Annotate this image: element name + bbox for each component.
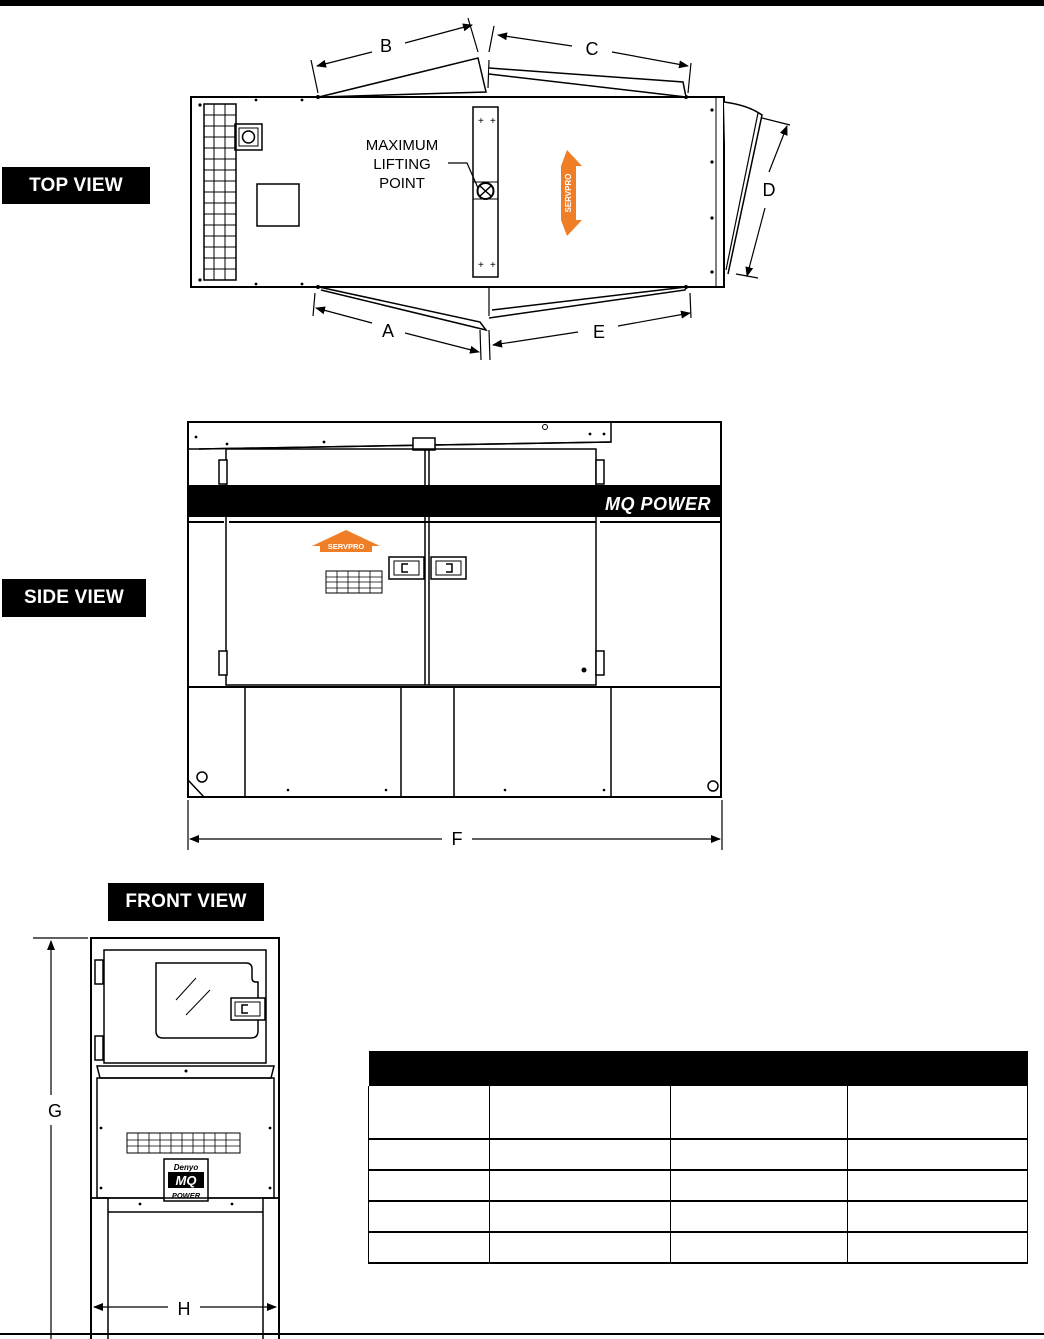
dimension-c-label: C (585, 39, 599, 59)
mq-power-logo: MQ POWER (605, 494, 711, 514)
dimension-e-label: E (592, 322, 606, 342)
dimension-g-label: G (47, 1101, 63, 1121)
lifting-point-label-2: LIFTING (373, 156, 431, 173)
dimension-f-label: F (451, 829, 463, 849)
table-cell (490, 1170, 671, 1201)
footer-rule (0, 1333, 1044, 1335)
table-column-header (490, 1086, 671, 1139)
front-badge-power: POWER (171, 1191, 201, 1200)
table-column-header (671, 1086, 848, 1139)
table-row (369, 1170, 1028, 1201)
table-row (369, 1232, 1028, 1263)
table-cell (490, 1232, 671, 1263)
table-row (369, 1201, 1028, 1232)
svg-text:+: + (490, 260, 496, 271)
table-row (369, 1139, 1028, 1170)
table-cell (848, 1201, 1028, 1232)
dimensions-table (368, 1051, 1028, 1264)
dimension-d-label: D (762, 180, 776, 200)
table-cell (848, 1139, 1028, 1170)
table-header (369, 1051, 1028, 1086)
table-column-header (369, 1086, 490, 1139)
table-cell (671, 1170, 848, 1201)
table-cell (490, 1139, 671, 1170)
svg-text:SERVPRO: SERVPRO (327, 542, 365, 551)
table-cell (671, 1201, 848, 1232)
front-badge-denyo: Denyo (173, 1163, 199, 1172)
table-cell (490, 1201, 671, 1232)
dimension-a-label: A (381, 321, 395, 341)
table-column-header (848, 1086, 1028, 1139)
table-header-bar (369, 1051, 1028, 1086)
svg-text:+: + (490, 116, 496, 127)
top-view-drawing (191, 58, 762, 330)
lifting-point-label-1: MAXIMUM (365, 137, 439, 154)
table-cell (671, 1139, 848, 1170)
table-cell (671, 1232, 848, 1263)
table-cell (369, 1201, 490, 1232)
front-badge-mq: MQ (175, 1173, 197, 1188)
table-cell (848, 1232, 1028, 1263)
dimension-h-label: H (177, 1299, 191, 1319)
table-cell (848, 1170, 1028, 1201)
front-view-label: FRONT VIEW (108, 883, 264, 921)
svg-text:SERVPRO: SERVPRO (564, 173, 573, 213)
lifting-point-label-3: POINT (379, 175, 425, 192)
table-cell (369, 1170, 490, 1201)
table-cell (369, 1139, 490, 1170)
dimension-b-label: B (379, 36, 393, 56)
svg-text:+: + (478, 260, 484, 271)
top-view-label: TOP VIEW (2, 167, 150, 204)
svg-text:+: + (478, 116, 484, 127)
front-view-drawing (33, 938, 279, 1339)
side-view-label: SIDE VIEW (2, 579, 146, 617)
table-column-headers (369, 1086, 1028, 1139)
table-cell (369, 1232, 490, 1263)
side-view-drawing (188, 422, 722, 850)
